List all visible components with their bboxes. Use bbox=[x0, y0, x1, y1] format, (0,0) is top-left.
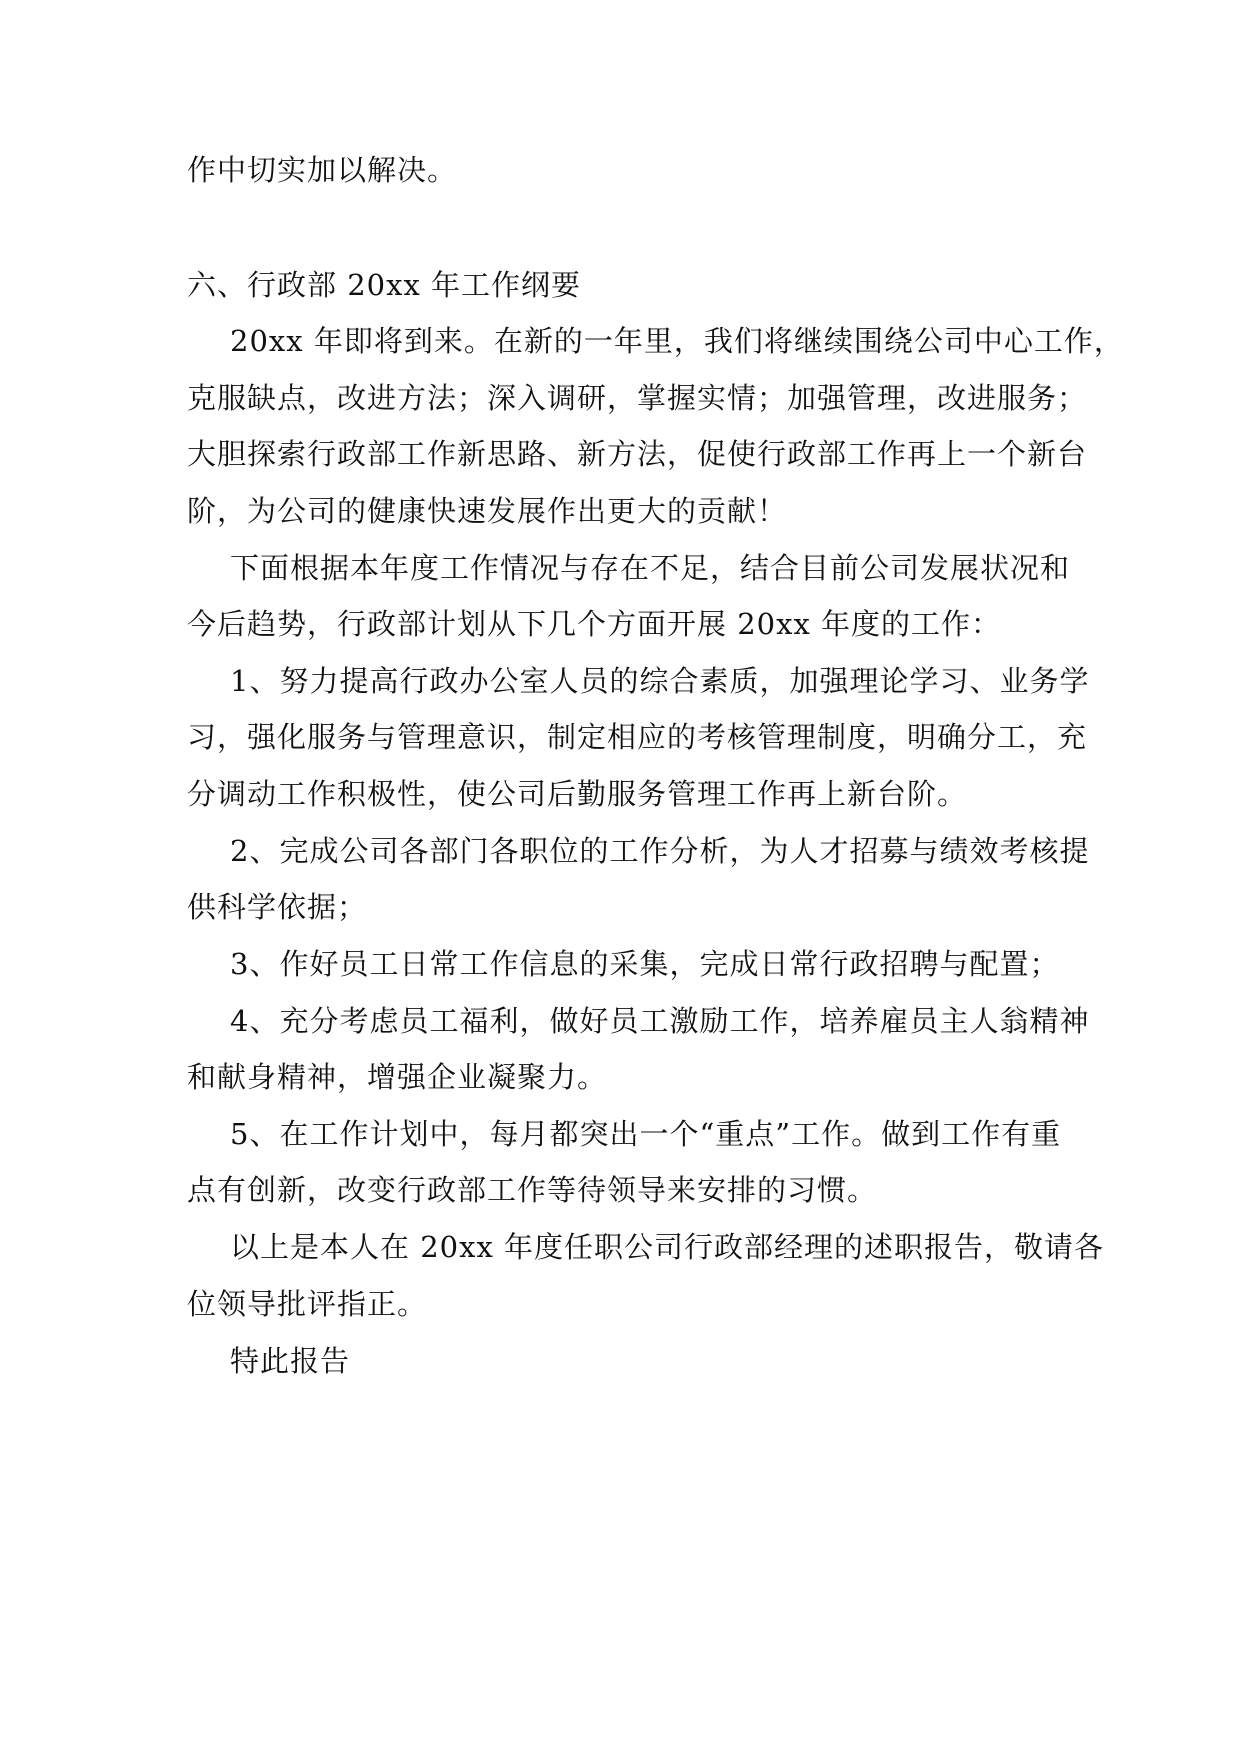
paragraph-line: 点有创新，改变行政部工作等待领导来安排的习惯。 bbox=[187, 1173, 878, 1207]
list-item: 3、作好员工日常工作信息的采集，完成日常行政招聘与配置； bbox=[230, 947, 1060, 981]
paragraph-line: 克服缺点，改进方法；深入调研，掌握实情；加强管理，改进服务； bbox=[187, 381, 1088, 415]
list-item: 2、完成公司各部门各职位的工作分析，为人才招募与绩效考核提 bbox=[230, 834, 1090, 868]
paragraph-line: 供科学依据； bbox=[187, 890, 368, 924]
paragraph-line: 作中切实加以解决。 bbox=[187, 153, 458, 187]
paragraph-line: 分调动工作积极性，使公司后勤服务管理工作再上新台阶。 bbox=[187, 777, 968, 811]
list-item: 4、充分考虑员工福利，做好员工激励工作，培养雇员主人翁精神 bbox=[230, 1004, 1090, 1038]
paragraph-line: 和献身精神，增强企业凝聚力。 bbox=[187, 1060, 608, 1094]
paragraph-line: 位领导批评指正。 bbox=[187, 1287, 428, 1321]
paragraph-line: 今后趋势，行政部计划从下几个方面开展 20xx 年度的工作： bbox=[187, 607, 1002, 641]
paragraph-line: 下面根据本年度工作情况与存在不足，结合目前公司发展状况和 bbox=[230, 551, 1071, 585]
closing-line: 特此报告 bbox=[230, 1344, 351, 1378]
section-heading: 六、行政部 20xx 年工作纲要 bbox=[187, 268, 582, 302]
list-item: 5、在工作计划中，每月都突出一个“重点”工作。做到工作有重 bbox=[230, 1117, 1062, 1151]
paragraph-line: 以上是本人在 20xx 年度任职公司行政部经理的述职报告，敬请各 bbox=[230, 1230, 1105, 1264]
paragraph-line: 阶，为公司的健康快速发展作出更大的贡献！ bbox=[187, 494, 788, 528]
paragraph-line: 20xx 年即将到来。在新的一年里，我们将继续围绕公司中心工作， bbox=[230, 324, 1124, 358]
list-item: 1、努力提高行政办公室人员的综合素质，加强理论学习、业务学 bbox=[230, 664, 1090, 698]
paragraph-line: 习，强化服务与管理意识，制定相应的考核管理制度，明确分工，充 bbox=[187, 720, 1088, 754]
paragraph-line: 大胆探索行政部工作新思路、新方法，促使行政部工作再上一个新台 bbox=[187, 437, 1088, 471]
